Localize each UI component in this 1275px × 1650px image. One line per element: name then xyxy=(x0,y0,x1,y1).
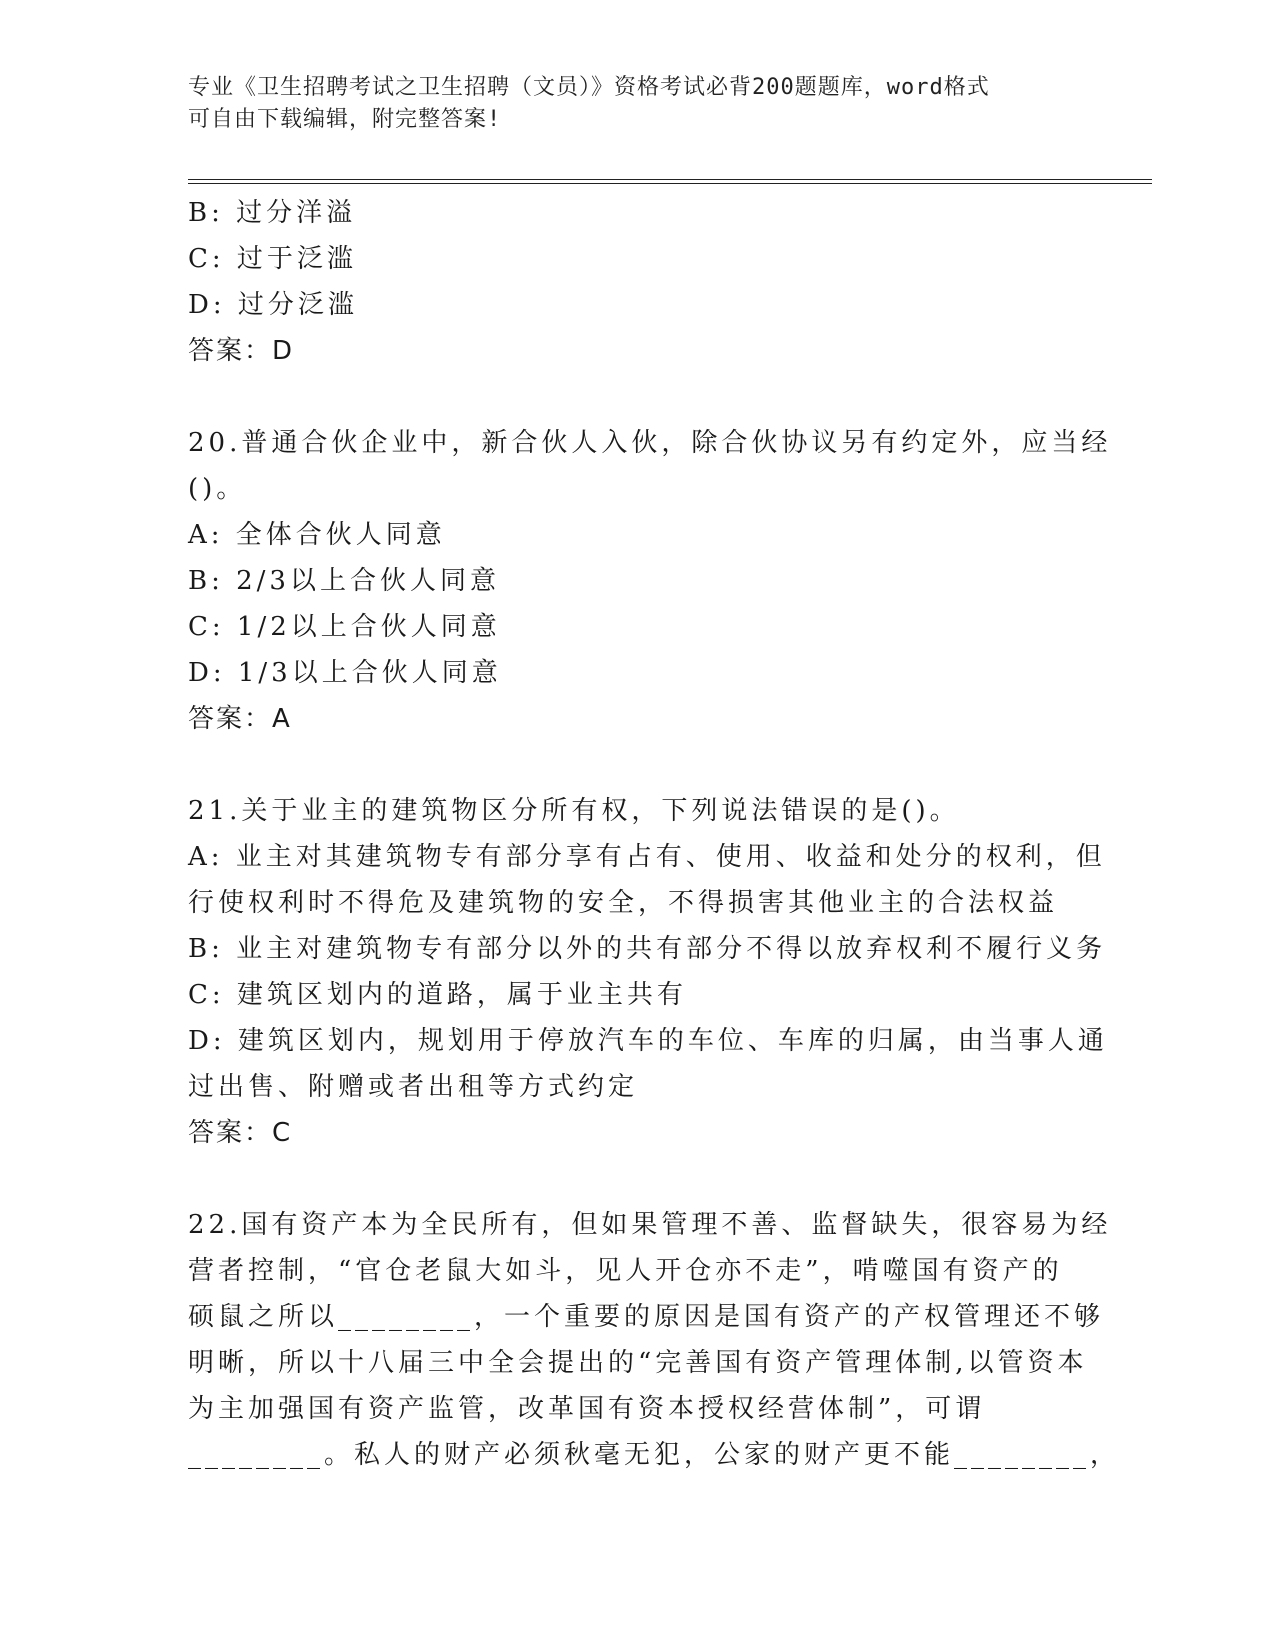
question-stem: ()。 xyxy=(188,474,247,504)
question-20 xyxy=(188,420,1112,742)
option-d-continued: 过出售、附赠或者出租等方式约定 xyxy=(188,1072,639,1102)
question-stem: 20.普通合伙企业中，新合伙人入伙，除合伙协议另有约定外，应当经 xyxy=(188,428,1112,458)
question-21 xyxy=(188,788,1108,1156)
document-body xyxy=(188,190,1121,1478)
question-stem: 22.国有资产本为全民所有，但如果管理不善、监督缺失，很容易为经 xyxy=(188,1210,1112,1240)
option-d: D: 建筑区划内，规划用于停放汽车的车位、车库的归属，由当事人通 xyxy=(188,1026,1108,1056)
question-19-continued xyxy=(188,190,1088,374)
question-22 xyxy=(188,1202,1121,1478)
answer-line: 答案：A xyxy=(188,704,292,734)
document-header xyxy=(188,72,1088,136)
option-b: B: 2/3以上合伙人同意 xyxy=(188,566,500,596)
option-a-continued: 行使权利时不得危及建筑物的安全，不得损害其他业主的合法权益 xyxy=(188,888,1059,918)
option-c: C: 1/2以上合伙人同意 xyxy=(188,612,501,642)
question-stem: ________。私人的财产必须秋毫无犯，公家的财产更不能________， xyxy=(188,1440,1121,1470)
answer-line: 答案：C xyxy=(188,1118,293,1148)
option-a: A: 全体合伙人同意 xyxy=(188,520,446,550)
option-b: B: 过分洋溢 xyxy=(188,198,357,228)
question-stem: 为主加强国有资产监管，改革国有资本授权经营体制”，可谓 xyxy=(188,1394,986,1424)
option-d: D: 过分泛滥 xyxy=(188,290,358,320)
spacer xyxy=(188,1156,1088,1202)
option-d: D: 1/3以上合伙人同意 xyxy=(188,658,502,688)
question-stem: 硕鼠之所以________，一个重要的原因是国有资产的产权管理还不够 xyxy=(188,1302,1105,1332)
option-c: C: 过于泛滥 xyxy=(188,244,357,274)
header-divider-bottom xyxy=(188,183,1152,184)
option-b: B: 业主对建筑物专有部分以外的共有部分不得以放弃权利不履行义务 xyxy=(188,934,1107,964)
question-stem: 明晰，所以十八届三中全会提出的“完善国有资产管理体制,以管资本 xyxy=(188,1348,1088,1378)
header-divider-top xyxy=(188,179,1152,180)
spacer xyxy=(188,374,1088,420)
header-title-line-2: 可自由下载编辑，附完整答案! xyxy=(188,107,502,132)
answer-line: 答案：D xyxy=(188,336,295,366)
header-title-line-1: 专业《卫生招聘考试之卫生招聘（文员）》资格考试必背200题题库，word格式 xyxy=(188,75,990,100)
option-a: A: 业主对其建筑物专有部分享有占有、使用、收益和处分的权利，但 xyxy=(188,842,1106,872)
spacer xyxy=(188,742,1088,788)
option-c: C: 建筑区划内的道路，属于业主共有 xyxy=(188,980,687,1010)
question-stem: 21.关于业主的建筑物区分所有权，下列说法错误的是()。 xyxy=(188,796,960,826)
question-stem: 营者控制，“官仓老鼠大如斗，见人开仓亦不走”，啃噬国有资产的 xyxy=(188,1256,1063,1286)
